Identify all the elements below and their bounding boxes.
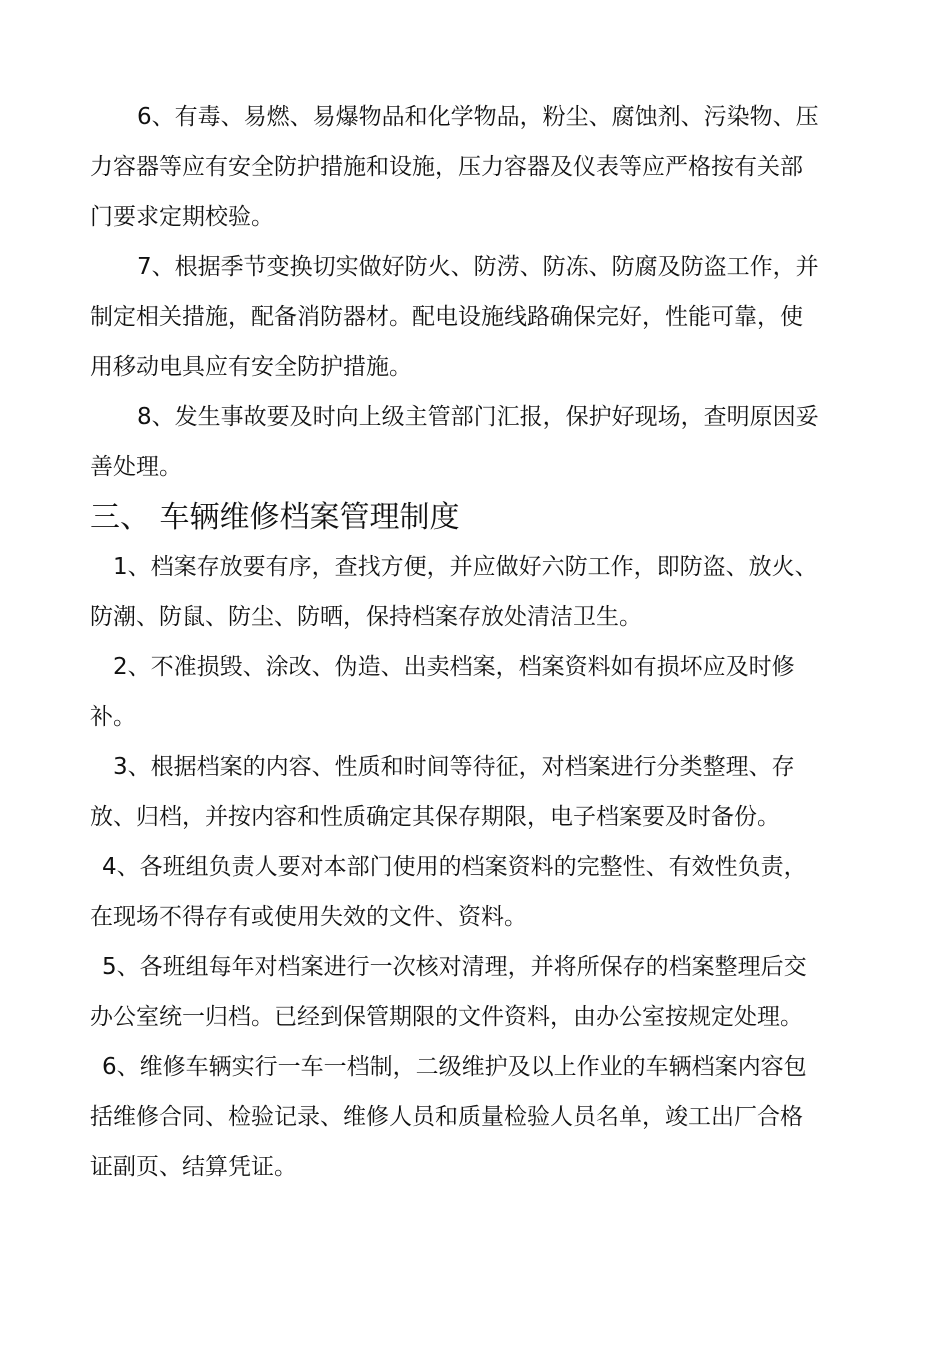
item-6-line-3: 门要求定期校验。 <box>90 204 274 230</box>
section-three-heading: 三、 车辆维修档案管理制度 <box>90 500 460 535</box>
archive-item-5-line-1: 5、各班组每年对档案进行一次核对清理，并将所保存的档案整理后交 <box>102 954 807 980</box>
item-7-line-1: 7、根据季节变换切实做好防火、防涝、防冻、防腐及防盗工作，并 <box>137 254 819 280</box>
archive-item-2-line-2: 补。 <box>90 704 136 730</box>
archive-item-5-line-2: 办公室统一归档。已经到保管期限的文件资料，由办公室按规定处理。 <box>90 1004 803 1030</box>
item-8-line-1: 8、发生事故要及时向上级主管部门汇报，保护好现场，查明原因妥 <box>137 404 819 430</box>
item-7-line-2: 制定相关措施，配备消防器材。配电设施线路确保完好，性能可靠，使 <box>90 304 803 330</box>
archive-item-3-line-1: 3、根据档案的内容、性质和时间等待征，对档案进行分类整理、存 <box>113 754 795 780</box>
archive-item-2-line-1: 2、不准损毁、涂改、伪造、出卖档案，档案资料如有损坏应及时修 <box>113 654 795 680</box>
item-6-line-1: 6、有毒、易燃、易爆物品和化学物品，粉尘、腐蚀剂、污染物、压 <box>137 104 819 130</box>
archive-item-6-line-1: 6、维修车辆实行一车一档制，二级维护及以上作业的车辆档案内容包 <box>102 1054 807 1080</box>
item-6-line-2: 力容器等应有安全防护措施和设施，压力容器及仪表等应严格按有关部 <box>90 154 803 180</box>
archive-item-3-line-2: 放、归档，并按内容和性质确定其保存期限，电子档案要及时备份。 <box>90 804 780 830</box>
archive-item-4-line-1: 4、各班组负责人要对本部门使用的档案资料的完整性、有效性负责， <box>102 854 807 880</box>
archive-item-6-line-2: 括维修合同、检验记录、维修人员和质量检验人员名单，竣工出厂合格 <box>90 1104 803 1130</box>
archive-item-6-line-3: 证副页、结算凭证。 <box>90 1154 297 1180</box>
item-8-line-2: 善处理。 <box>90 454 182 480</box>
archive-item-1-line-1: 1、档案存放要有序，查找方便，并应做好六防工作，即防盗、放火、 <box>113 554 818 580</box>
archive-item-1-line-2: 防潮、防鼠、防尘、防晒，保持档案存放处清洁卫生。 <box>90 604 642 630</box>
item-7-line-3: 用移动电具应有安全防护措施。 <box>90 354 412 380</box>
archive-item-4-line-2: 在现场不得存有或使用失效的文件、资料。 <box>90 904 527 930</box>
